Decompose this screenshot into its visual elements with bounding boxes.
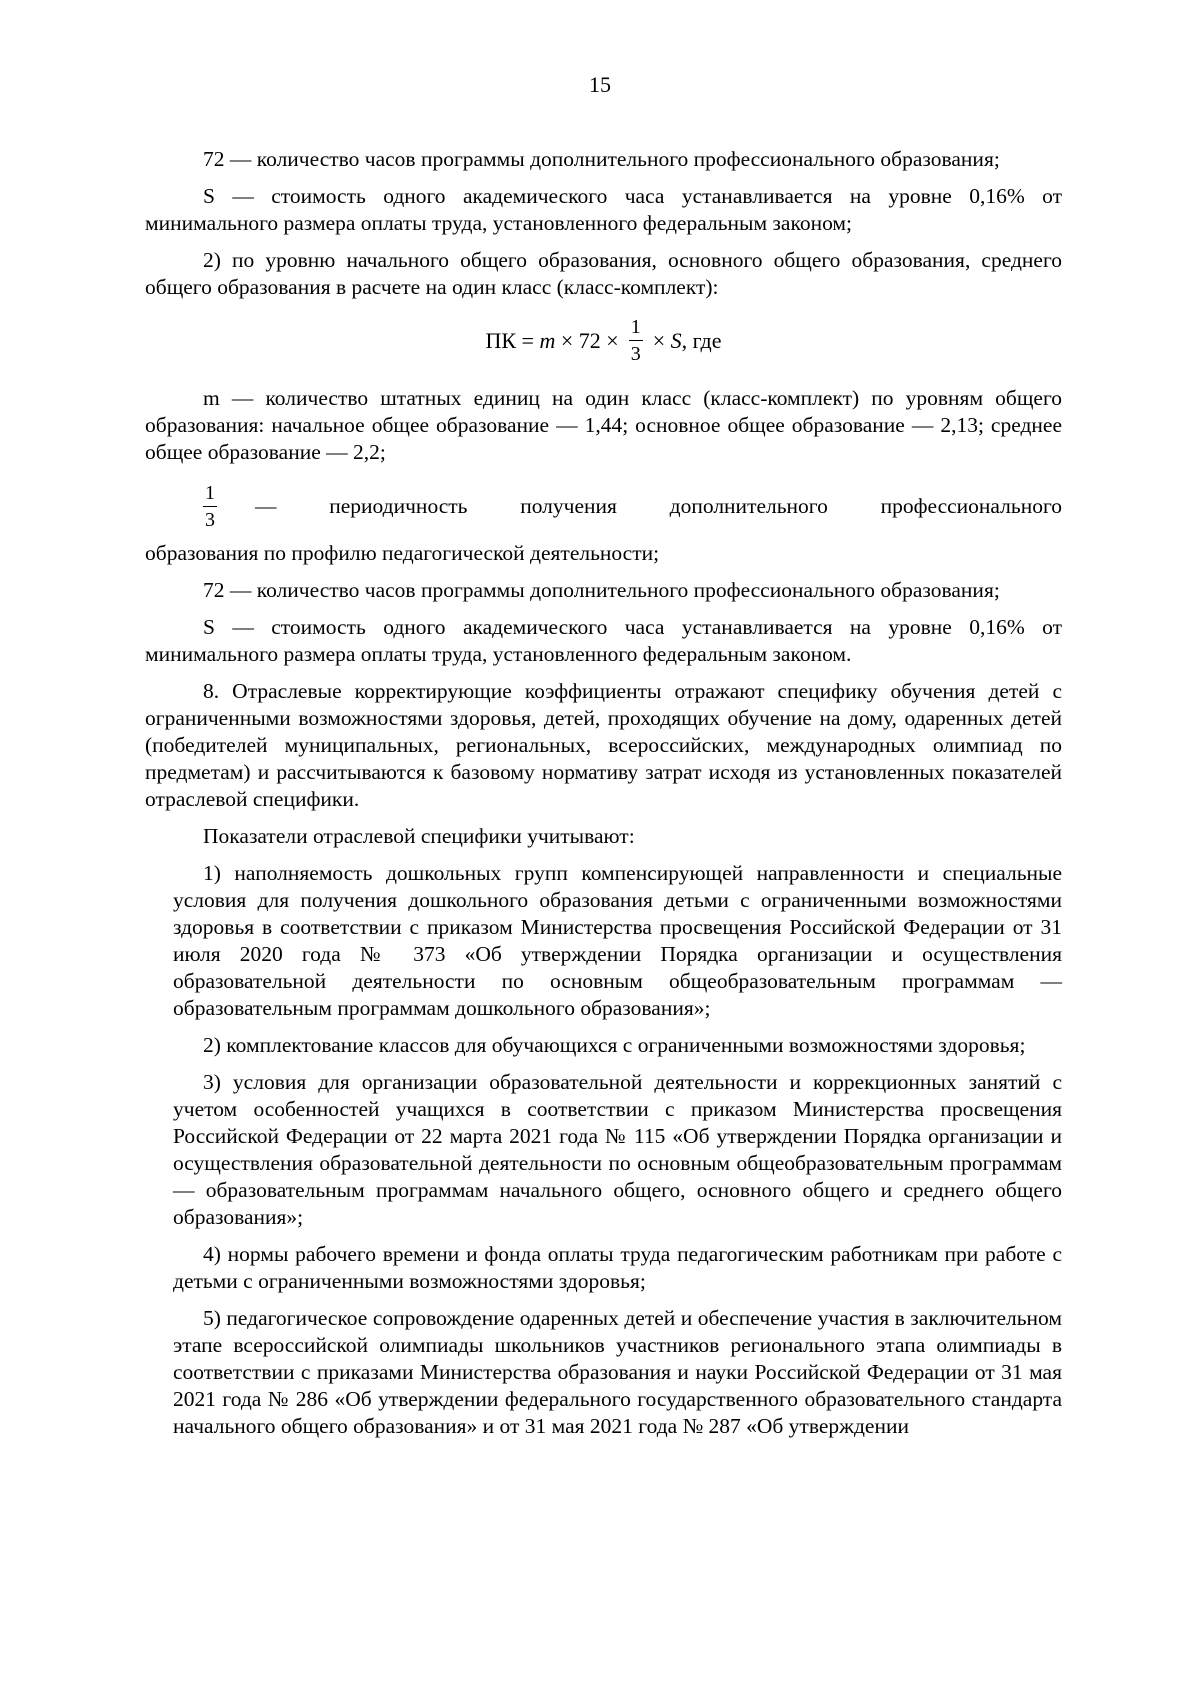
formula-tail: , где xyxy=(681,327,722,353)
paragraph: m — количество штатных единиц на один класс (класс-комплект) по уровням общего образования: начальное общее образование — 1,44; основное общее образование — 2,13; среднее общее образование — 2,2; xyxy=(145,386,1062,464)
paragraph: 72 — количество часов программы дополнительного профессионального образования; xyxy=(203,147,1000,171)
formula-fraction xyxy=(629,315,643,366)
list-item: 4) нормы рабочего времени и фонда оплаты труда педагогическим работникам при работе с детьми с ограниченными возможностями здоровья; xyxy=(173,1242,1062,1293)
paragraph: S — стоимость одного академического часа устанавливается на уровне 0,16% от минимального размера оплаты труда, установленного федеральным законом; xyxy=(145,184,1062,235)
formula-s: S xyxy=(670,327,682,353)
list-item: 3) условия для организации образовательной деятельности и коррекционных занятий с учетом особенностей учащихся в соответствии с приказом Министерства просвещения Российской Федерации от 22 марта 2021 года № 115 «Об утверждении Порядка организации и осуществления образовательной деятельности по основным общеобразовательным программам — образовательным программам начального общего, основного общего и среднего общего образования»; xyxy=(173,1070,1062,1229)
paragraph: 2) по уровню начального общего образования, основного общего образования, среднего общего образования в расчете на один класс (класс-комплект): xyxy=(145,248,1062,299)
fraction-definition-text: — периодичность получения дополнительного профессионального xyxy=(255,493,1062,518)
fraction-definition xyxy=(145,476,1062,536)
fraction-numerator: 1 xyxy=(629,315,643,341)
list-item: 5) педагогическое сопровождение одаренных детей и обеспечение участия в заключительном этапе всероссийской олимпиады школьников участников регионального этапа олимпиады в соответствии с приказами Министерства образования и науки Российской Федерации от 31 мая 2021 года № 286 «Об утверждении федерального государственного образовательного стандарта начального общего образования» и от 31 мая 2021 года № 287 «Об утверждении xyxy=(173,1306,1062,1438)
paragraph-continuation: образования по профилю педагогической деятельности; xyxy=(145,541,660,565)
paragraph: 72 — количество часов программы дополнительного профессионального образования; xyxy=(203,578,1000,602)
formula-m: m xyxy=(539,327,556,353)
formula-times: × xyxy=(652,327,666,353)
formula xyxy=(145,307,1062,373)
list-item: 1) наполняемость дошкольных групп компенсирующей направленности и специальные условия для получения дошкольного образования детьми с ограниченными возможностями здоровья в соответствии с приказом Министерства просвещения Российской Федерации от 31 июля 2020 года № 373 «Об утверждении Порядка организации и осуществления образовательной деятельности по основным общеобразовательным программам — образовательным программам дошкольного образования»; xyxy=(173,861,1062,1020)
formula-lhs: ПК = xyxy=(485,327,534,353)
fraction-numerator: 1 xyxy=(203,481,217,507)
fraction-denominator: 3 xyxy=(630,342,641,365)
formula-times-72: × 72 × xyxy=(560,327,619,353)
list-item: 2) комплектование классов для обучающихся с ограниченными возможностями здоровья; xyxy=(203,1033,1026,1057)
fraction-denominator: 3 xyxy=(205,508,215,531)
page-number: 15 xyxy=(589,72,611,97)
paragraph: 8. Отраслевые корректирующие коэффициенты отражают специфику обучения детей с ограниченными возможностями здоровья, детей, проходящих обучение на дому, одаренных детей (победителей муниципальных, региональных, всероссийских, международных олимпиад по предметам) и рассчитываются к базовому нормативу затрат исходя из установленных показателей отраслевой специфики. xyxy=(145,679,1062,811)
definition-fraction xyxy=(203,481,217,532)
paragraph: Показатели отраслевой специфики учитывают: xyxy=(203,824,635,848)
document-body xyxy=(145,146,1062,1450)
paragraph: S — стоимость одного академического часа устанавливается на уровне 0,16% от минимального размера оплаты труда, установленного федеральным законом. xyxy=(145,615,1062,666)
